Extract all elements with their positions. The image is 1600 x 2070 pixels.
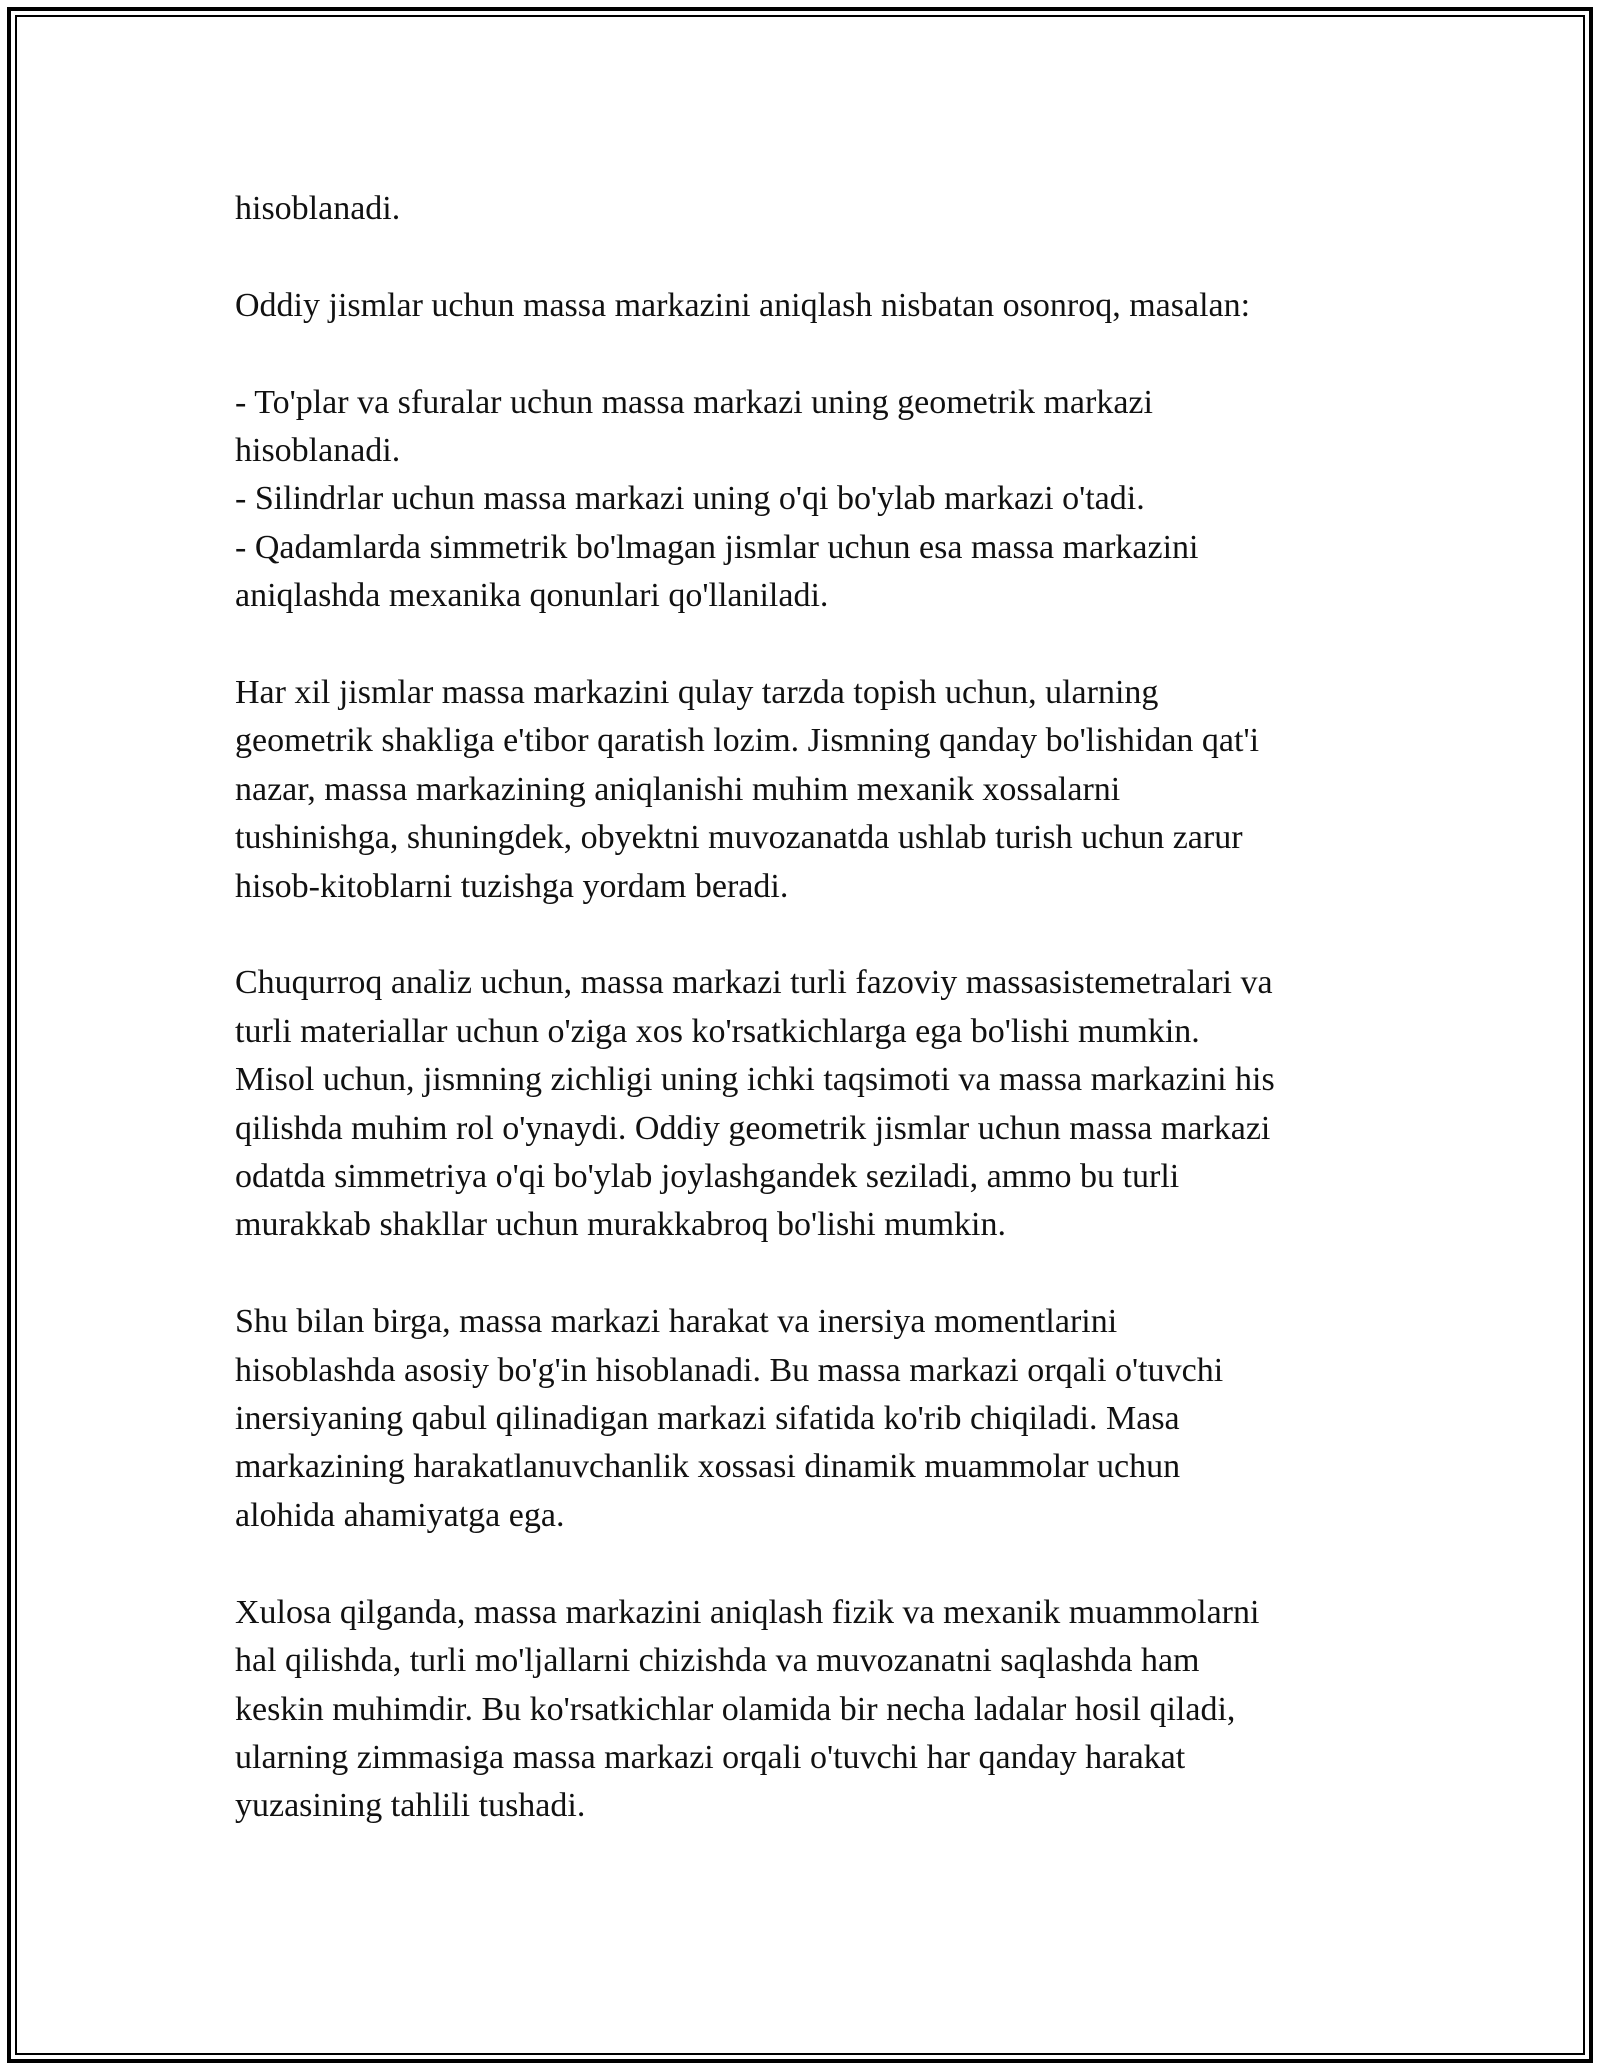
paragraph-2: [235, 282, 1375, 330]
text-line: tushinishga, shuningdek, obyektni muvozanatda ushlab turish uchun zarur: [235, 819, 1243, 857]
text-line: Shu bilan birga, massa markazi harakat va inersiya momentlarini: [235, 1303, 1118, 1341]
text-line: odatda simmetriya o'qi bo'ylab joylashgandek seziladi, ammo bu turli: [235, 1158, 1180, 1196]
list-item-line: aniqlashda mexanika qonunlari qo'llaniladi.: [235, 577, 829, 615]
list-item-line: - Silindrlar uchun massa markazi uning o'qi bo'ylab markazi o'tadi.: [235, 480, 1145, 518]
paragraph-1: [235, 185, 1375, 233]
text-line: murakkab shakllar uchun murakkabroq bo'lishi mumkin.: [235, 1206, 1006, 1244]
text-line: hisoblashda asosiy bo'g'in hisoblanadi. Bu massa markazi orqali o'tuvchi: [235, 1351, 1224, 1389]
paragraph-7: [235, 1589, 1375, 1831]
text-line: markazining harakatlanuvchanlik xossasi dinamik muammolar uchun: [235, 1448, 1181, 1486]
text-line: alohida ahamiyatga ega.: [235, 1496, 565, 1534]
text-line: ularning zimmasiga massa markazi orqali o'tuvchi har qanday harakat: [235, 1738, 1186, 1776]
text-line: Oddiy jismlar uchun massa markazini aniqlash nisbatan osonroq, masalan:: [235, 286, 1251, 324]
paragraph-3-list: [235, 379, 1375, 621]
text-line: inersiyaning qabul qilinadigan markazi sifatida ko'rib chiqiladi. Masa: [235, 1400, 1180, 1438]
text-line: hisoblanadi.: [235, 190, 401, 227]
text-line: turli materiallar uchun o'ziga xos ko'rsatkichlarga ega bo'lishi mumkin.: [235, 1012, 1200, 1050]
list-item-line: - To'plar va sfuralar uchun massa markazi uning geometrik markazi: [235, 383, 1153, 421]
text-line: Chuqurroq analiz uchun, massa markazi turli fazoviy massasistemetralari va: [235, 964, 1273, 1002]
text-line: hisob-kitoblarni tuzishga yordam beradi.: [235, 867, 789, 905]
list-item-line: hisoblanadi.: [235, 432, 401, 469]
document-body: [235, 185, 1375, 1879]
paragraph-4: [235, 669, 1375, 911]
text-line: hal qilishda, turli mo'ljallarni chizishda va muvozanatni saqlashda ham: [235, 1642, 1200, 1680]
text-line: geometrik shakliga e'tibor qaratish lozim. Jismning qanday bo'lishidan qat'i: [235, 722, 1260, 760]
text-line: nazar, massa markazining aniqlanishi muhim mexanik xossalarni: [235, 770, 1121, 808]
paragraph-6: [235, 1298, 1375, 1540]
list-item-line: - Qadamlarda simmetrik bo'lmagan jismlar uchun esa massa markazini: [235, 528, 1199, 566]
text-line: Xulosa qilganda, massa markazini aniqlash fizik va mexanik muammolarni: [235, 1593, 1260, 1631]
text-line: Har xil jismlar massa markazini qulay tarzda topish uchun, ularning: [235, 674, 1159, 712]
text-line: qilishda muhim rol o'ynaydi. Oddiy geometrik jismlar uchun massa markazi: [235, 1109, 1271, 1147]
text-line: keskin muhimdir. Bu ko'rsatkichlar olamida bir necha ladalar hosil qiladi,: [235, 1690, 1236, 1728]
text-line: yuzasining tahlili tushadi.: [235, 1787, 586, 1825]
paragraph-5: [235, 959, 1375, 1249]
text-line: Misol uchun, jismning zichligi uning ichki taqsimoti va massa markazini his: [235, 1061, 1275, 1099]
